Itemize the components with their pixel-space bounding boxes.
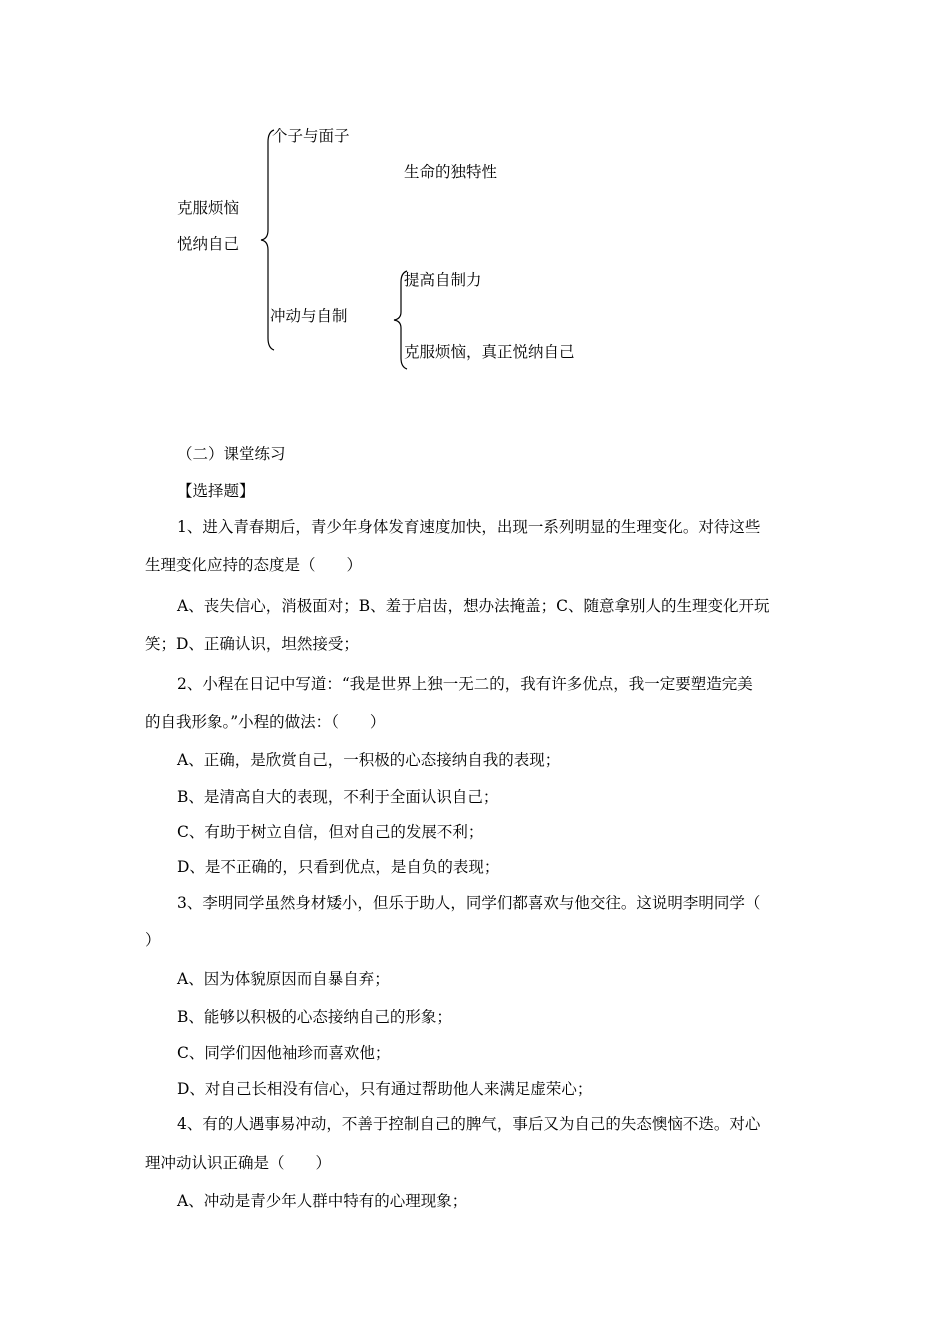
question-3-stem-line2: ） [145,931,161,949]
question-2-option-d: D、是不正确的，只看到优点，是自负的表现； [177,858,500,876]
section-heading: （二）课堂练习 [177,445,286,463]
question-3-option-d: D、对自己长相没有信心，只有通过帮助他人来满足虚荣心； [177,1080,593,1098]
outline-root-line1: 克服烦恼 [177,199,240,217]
question-4-stem-line1: 4、有的人遇事易冲动，不善于控制自己的脾气，事后又为自己的失态懊恼不迭。对心 [177,1115,761,1133]
question-3-stem-line1: 3、李明同学虽然身材矮小，但乐于助人，同学们都喜欢与他交往。这说明李明同学（ [177,894,761,912]
section-subheading: 【选择题】 [177,482,255,500]
question-3-option-c: C、同学们因他袖珍而喜欢他； [177,1044,391,1062]
outline-branch-1: 个子与面子 [272,127,350,145]
question-1-options-line2: 笑；D、正确认识，坦然接受； [145,635,359,653]
question-1-stem-line2: 生理变化应持的态度是（ ） [145,556,363,574]
question-2-option-a: A、正确，是欣赏自己，一积极的心态接纳自我的表现； [177,751,561,769]
outline-branch-2-sub-1: 提高自制力 [404,271,482,289]
question-3-option-a: A、因为体貌原因而自暴自弃； [177,970,390,988]
question-1-stem-line1: 1、进入青春期后，青少年身体发育速度加快，出现一系列明显的生理变化。对待这些 [177,518,761,536]
question-2-stem-line2: 的自我形象。”小程的做法：（ ） [145,713,386,731]
outline-root-line2: 悦纳自己 [177,235,240,253]
question-1-options-line1: A、丧失信心，消极面对；B、羞于启齿，想办法掩盖；C、随意拿别人的生理变化开玩 [177,597,770,615]
question-2-option-c: C、有助于树立自信，但对自己的发展不利； [177,823,484,841]
question-4-option-a: A、冲动是青少年人群中特有的心理现象； [177,1192,468,1210]
question-4-stem-line2: 理冲动认识正确是（ ） [145,1154,332,1172]
outline-branch-2: 冲动与自制 [270,307,348,325]
question-2-option-b: B、是清高自大的表现，不利于全面认识自己； [177,788,499,806]
outline-branch-2-sub-2: 克服烦恼，真正悦纳自己 [404,343,575,361]
question-3-option-b: B、能够以积极的心态接纳自己的形象； [177,1008,452,1026]
question-2-stem-line1: 2、小程在日记中写道：“我是世界上独一无二的，我有许多优点，我一定要塑造完美 [177,675,753,693]
outline-branch-1-sub: 生命的独特性 [404,163,498,181]
